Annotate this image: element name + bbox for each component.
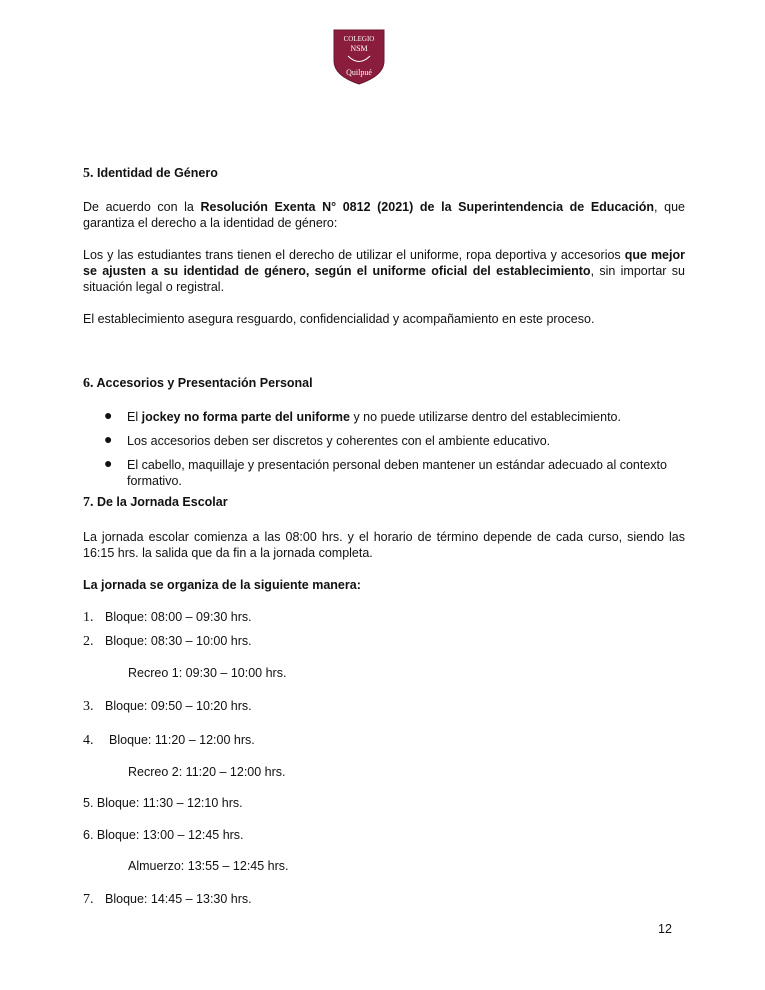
page-number: 12 xyxy=(658,922,672,936)
bullet-item-1: El jockey no forma parte del uniforme y no puede utilizarse dentro del establecimiento. xyxy=(127,410,621,424)
bullet-icon: ● xyxy=(104,431,113,447)
schedule-item-4: 4. Bloque: 11:20 – 12:00 hrs. xyxy=(83,733,255,748)
schedule-item-1: 1. Bloque: 08:00 – 09:30 hrs. xyxy=(83,610,252,625)
section-6-heading: 6. Accesorios y Presentación Personal xyxy=(83,376,313,391)
section-5-paragraph-1: De acuerdo con la Resolución Exenta N° 0812 (2021) de la Superintendencia de Educación, que garantiza el derecho a la identidad de género: xyxy=(83,200,685,230)
bullet-item-2: Los accesorios deben ser discretos y coherentes con el ambiente educativo. xyxy=(127,434,551,448)
section-7-paragraph-2: La jornada se organiza de la siguiente manera: xyxy=(83,578,361,592)
section-5-heading: 5. Identidad de Género xyxy=(83,166,218,181)
bullet-icon: ● xyxy=(104,455,113,471)
lunch-break: Almuerzo: 13:55 – 12:45 hrs. xyxy=(128,859,289,873)
logo-line3: Quilpué xyxy=(346,68,372,77)
schedule-item-6: 6. Bloque: 13:00 – 12:45 hrs. xyxy=(83,828,244,842)
recess-2: Recreo 2: 11:20 – 12:00 hrs. xyxy=(128,765,286,779)
schedule-item-5: 5. Bloque: 11:30 – 12:10 hrs. xyxy=(83,796,243,810)
section-7-paragraph-1: La jornada escolar comienza a las 08:00 hrs. y el horario de término depende de cada curso, siendo las 16:15 hrs. la salida que da fin a la jornada completa. xyxy=(83,530,685,560)
logo-line1: COLEGIO xyxy=(343,35,375,43)
schedule-item-3: 3. Bloque: 09:50 – 10:20 hrs. xyxy=(83,699,252,714)
section-7-heading: 7. De la Jornada Escolar xyxy=(83,495,228,510)
bullet-icon: ● xyxy=(104,407,113,423)
logo-line2: NSM xyxy=(350,44,368,53)
schedule-item-7: 7. Bloque: 14:45 – 13:30 hrs. xyxy=(83,892,252,907)
section-5-paragraph-2: Los y las estudiantes trans tienen el derecho de utilizar el uniforme, ropa deportiva y accesorios que mejor se ajusten a su identidad de género, según el uniforme oficial del establecimiento, sin importar su situación legal o registral. xyxy=(83,248,685,294)
section-5-paragraph-3: El establecimiento asegura resguardo, confidencialidad y acompañamiento en este proceso. xyxy=(83,312,595,326)
bullet-item-3: El cabello, maquillaje y presentación personal deben mantener un estándar adecuado al contexto formativo. xyxy=(127,458,667,488)
schedule-item-2: 2. Bloque: 08:30 – 10:00 hrs. xyxy=(83,634,252,649)
recess-1: Recreo 1: 09:30 – 10:00 hrs. xyxy=(128,666,287,680)
school-crest-logo xyxy=(331,27,387,85)
